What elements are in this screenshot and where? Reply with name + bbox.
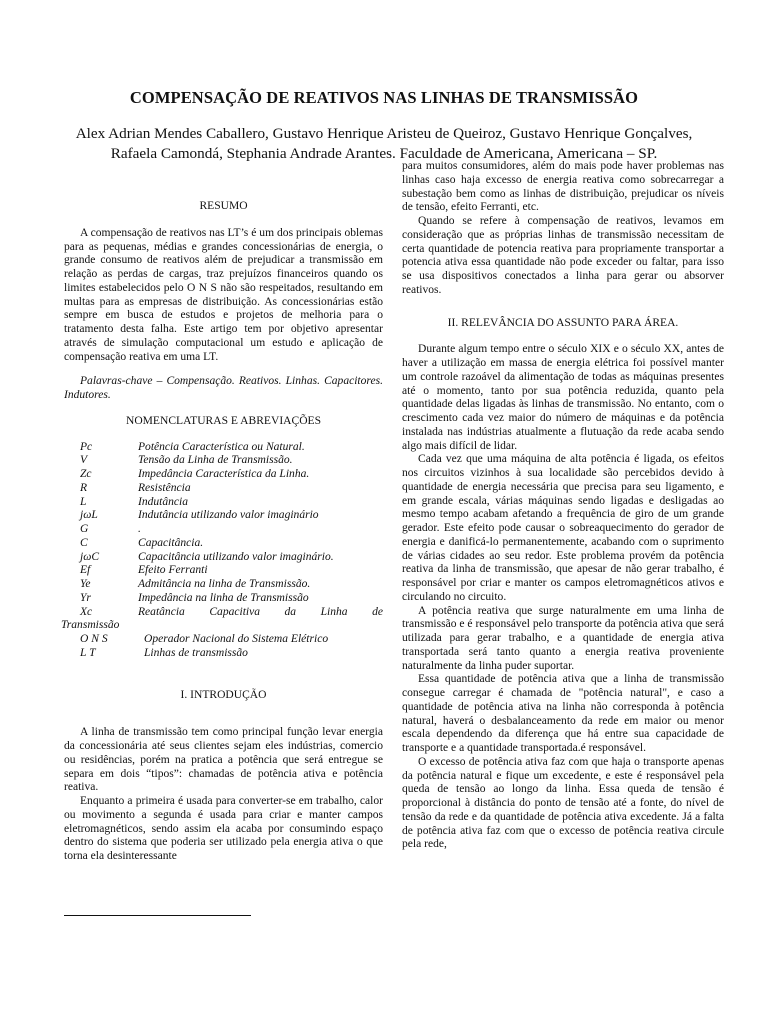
nom-def: Linhas de transmissão [144, 646, 248, 659]
nomenclature-item [64, 606, 383, 620]
nomenclature-item [64, 564, 383, 578]
nom-abbr: R [80, 481, 88, 494]
nomenclature-item [64, 592, 383, 606]
nom-def-continuation: Transmissão [61, 619, 120, 632]
nom-abbr: L [80, 495, 87, 508]
nomenclature-item [64, 482, 383, 496]
nom-abbr: Pc [80, 440, 93, 453]
nom-def: Capacitância utilizando valor imaginário. [138, 550, 334, 563]
left-column [61, 200, 383, 864]
nom-abbr: Ef [80, 564, 91, 577]
nomenclature-item [64, 468, 383, 482]
nom-abbr: Yr [80, 591, 91, 604]
nom-abbr: jωC [80, 550, 100, 563]
nom-abbr: Xc [80, 605, 93, 618]
author-list [62, 124, 706, 164]
relevancia-paragraph-4: Essa quantidade de potência ativa que a linha de transmissão consegue carregar é chamada de "potência natural", e caso a quantidade de potência ativa na linha não corresponda à potência natural, haverá o desbalanceamento da rede em maior ou menor escala dependendo da diferença que há entre sua capacidade de transporte e a quantidade transportada.é responsável. [402, 673, 724, 754]
nomenclature-item [64, 496, 383, 510]
keywords: Palavras-chave – Compensação. Reativos. Linhas. Capacitores. Indutores. [64, 375, 383, 401]
nom-abbr: jωL [80, 509, 98, 522]
authors-line-1: Alex Adrian Mendes Caballero, Gustavo Henrique Aristeu de Queiroz, Gustavo Henrique Gonçalves, [75, 125, 693, 142]
nom-abbr: L T [80, 646, 96, 659]
nom-def: Admitância na linha de Transmissão. [138, 578, 311, 590]
nom-def: Indutância utilizando valor imaginário [138, 509, 319, 522]
relevancia-paragraph-1: Durante algum tempo entre o século XIX e o século XX, antes de haver a utilização em massa de energia elétrica foi possível manter um controle razoável da alimentação de todas as máquinas presentes até o momento, tanto por sua potência reduzida, quanto pela quantidade delas ligadas às linhas de transmissão. No entanto, com o crescimento cada vez maior do número de máquinas e da potência instalada nas indústrias atualmente a flutuação da rede acaba sendo algo mais difícil de lidar. [402, 343, 724, 452]
nom-def: Impedância na linha de Transmissão [138, 591, 309, 604]
authors-line-2: Rafaela Camondá, Stephania Andrade Arantes. Faculdade de Americana, Americana – SP. [110, 145, 658, 162]
relevancia-paragraph-5: O excesso de potência ativa faz com que haja o transporte apenas da potência natural e fique um excedente, e este é responsável pela queda de tensão ao longo da linha. Essa queda de tensão é proporcional à distância do ponto de tensão até a fonte, do nível de tensão da rede e da quantidade de potência ativa excedente. Já a falta de potência ativa faz com que o excesso de potência reativa circule pela rede, [402, 755, 724, 851]
nom-def: Potência Característica ou Natural. [138, 440, 305, 453]
relevancia-paragraph-2: Cada vez que uma máquina de alta potência é ligada, os efeitos nos circuitos vizinhos à sua localidade são percebidos devido à quantidade de energia necessária que precisa para seu ligamento, e em grande escala, várias máquinas sendo ligadas e desligadas ao mesmo tempo acabam afetando a frequência de giro de um grande gerador. Este efeito pode causar o sobreaquecimento do gerador de energia e danificá-lo permanentemente, acabando com o suprimento de várias cidades ao seu redor. Este problema provém da potência reativa da linha de transmissão, que apesar de não gerar trabalho, é responsável por criar e manter os campos eletromagnéticos ativos e circulando no circuito. [402, 453, 724, 603]
nomenclature-item [64, 523, 383, 537]
nom-def: . [138, 523, 141, 535]
nom-def: Impedância Característica da Linha. [138, 468, 310, 480]
continued-paragraph: para muitos consumidores, além do mais pode haver problemas nas linhas caso haja excesso de energia reativa como sobrecarregar a subestação bem como as linhas de distribuição, prejudicar os níveis de tensão, efeito Ferranti, etc. [402, 160, 724, 214]
resumo-text: A compensação de reativos nas LT’s é um dos principais oblemas para as pequenas, médias e grandes concessionárias de energia, o grande consumo de reativos além de prejudicar a transmissão em relação as perdas de cargas, traz prejuízos financeiros quando os limites estabelecidos pelo O N S não são respeitados, resultando em multas para as empresas de distribuição. As concessionárias estão sempre em busca de estudos e projetos de melhoria para o tratamento desta falha. Este artigo tem por objetivo apresentar através de simulação computacional um estudo e aplicação de compensação reativa em uma LT. [64, 226, 383, 363]
compensation-paragraph: Quando se refere à compensação de reativos, levamos em consideração que as próprias linhas de transmissão necessitam de certa quantidade de potencia reativa para propriamente transportar a potencia ativa essa quantidade não pode exceder ou faltar, para isso se usa dispositivos conectados a linha para gerar ou absorver reativos. [402, 215, 724, 296]
nomenclature-item [64, 578, 383, 592]
nomenclature-item [64, 509, 383, 523]
nom-def: Tensão da Linha de Transmissão. [138, 454, 293, 467]
nom-def: Operador Nacional do Sistema Elétrico [144, 633, 329, 645]
nom-abbr: O N S [80, 633, 108, 645]
nomenclature-item [64, 647, 383, 661]
nomenclature-heading: NOMENCLATURAS E ABREVIAÇÕES [125, 414, 322, 427]
nom-abbr: Zc [80, 468, 92, 480]
introducao-paragraph-1: A linha de transmissão tem como principal função levar energia da concessionária até seus clientes sejam eles indústrias, comercio ou residências, porém na pratica a potência que será entregue se separa em dois “tipos”: chamadas de potência ativa e potência reativa. [64, 726, 383, 794]
nomenclature-item [64, 454, 383, 468]
relevancia-paragraph-3: A potência reativa que surge naturalmente em uma linha de transmissão e é responsável pelo transporte da potência ativa que será utilizada para gerar trabalho, e a quantidade de energia ativa transportada será tanto quanto a energia reativa proveniente naturalmente da linha puder suportar. [402, 604, 724, 672]
paper-title: COMPENSAÇÃO DE REATIVOS NAS LINHAS DE TRANSMISSÃO [129, 88, 639, 107]
right-column [402, 160, 724, 852]
nom-def: Indutância [138, 495, 189, 508]
nom-abbr: C [80, 536, 88, 549]
nom-abbr: V [80, 454, 88, 467]
nom-def: Capacitância. [138, 536, 204, 549]
nom-def: Reatância Capacitiva da Linha de [138, 605, 383, 618]
nomenclature-item [64, 633, 383, 647]
nom-def: Efeito Ferranti [138, 564, 208, 577]
nomenclature-item [64, 551, 383, 565]
nomenclature-item [64, 537, 383, 551]
resumo-heading: RESUMO [199, 200, 248, 212]
introducao-paragraph-2: Enquanto a primeira é usada para converter-se em trabalho, calor ou movimento a segunda é usada para criar e manter campos eletromagnéticos, sendo assim ela acaba por consumindo espaço dentro do sistema que poderia ser utilizado pela energia ativa o que torna ela desinteressante [64, 795, 383, 862]
nom-abbr: G [80, 523, 89, 535]
nomenclature-list [61, 440, 383, 661]
introducao-heading: I. INTRODUÇÃO [180, 688, 267, 701]
nom-def: Resistência [138, 481, 191, 494]
nomenclature-item [64, 441, 383, 455]
relevancia-heading: II. RELEVÂNCIA DO ASSUNTO PARA ÁREA. [447, 316, 679, 329]
footnote-rule [64, 915, 251, 916]
nom-abbr: Ye [80, 578, 91, 590]
